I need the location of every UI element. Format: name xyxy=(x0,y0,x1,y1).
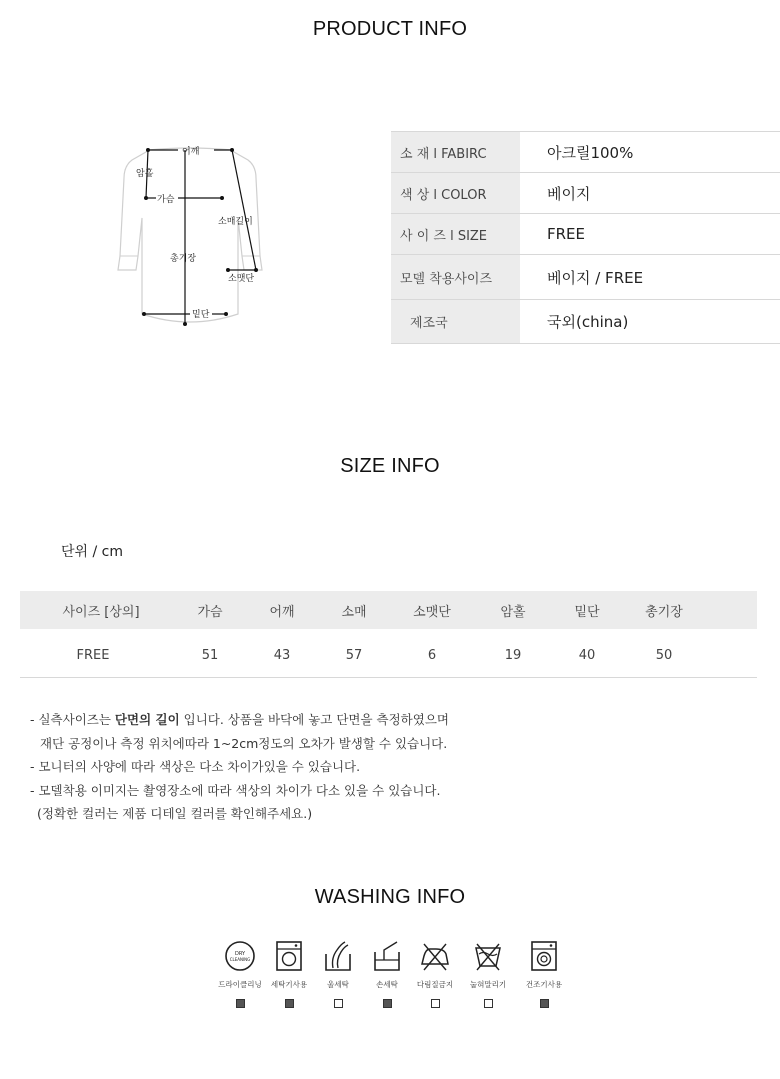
note-1-bold: 단면의 길이 xyxy=(114,712,180,727)
cell-chest: 51 xyxy=(201,647,219,663)
ironing-prohibited-icon xyxy=(418,940,452,972)
note-line-1 xyxy=(30,708,449,732)
cell-shoulder: 43 xyxy=(273,647,291,663)
header-chest: 가슴 xyxy=(197,604,223,620)
hand-wash-checkbox xyxy=(383,999,392,1008)
wash-item-hand xyxy=(362,940,412,1008)
ironing-prohibited-checkbox xyxy=(431,999,440,1008)
dry-cleaning-icon xyxy=(223,940,257,972)
note-1-text-end: 입니다. 상품을 바닥에 놓고 단면을 측정하였으며 xyxy=(179,712,449,727)
cleaning-text: CLEANING xyxy=(229,957,251,962)
size-info-title: SIZE INFO xyxy=(340,455,440,477)
tumble-dry-label: 건조기사용 xyxy=(525,980,563,989)
wash-item-tumble-dry xyxy=(519,940,569,1008)
note-1-text: - 실측사이즈는 xyxy=(30,712,115,727)
cell-total-length: 50 xyxy=(655,647,673,663)
product-row-color xyxy=(391,173,780,214)
tumble-dry-checkbox xyxy=(540,999,549,1008)
washing-info-title: WASHING INFO xyxy=(314,886,466,908)
color-value: 베이지 xyxy=(520,173,780,214)
wash-item-machine xyxy=(264,940,314,1008)
wash-item-lay-flat xyxy=(463,940,513,1008)
wash-item-wool xyxy=(313,940,363,1008)
lay-flat-checkbox xyxy=(484,999,493,1008)
unit-label: 단위 / cm xyxy=(61,544,124,560)
note-line-4: - 모델착용 이미지는 촬영장소에 따라 색상의 차이가 다소 있을 수 있습니다. xyxy=(30,782,441,798)
header-total-length: 총기장 xyxy=(645,604,683,620)
machine-wash-icon xyxy=(272,940,306,972)
wash-item-dry-cleaning xyxy=(215,940,265,1008)
ironing-prohibited-label: 다림질금지 xyxy=(416,980,454,989)
header-size: 사이즈 [상의] xyxy=(62,604,140,620)
machine-wash-checkbox xyxy=(285,999,294,1008)
lay-flat-label: 눕혀말리기 xyxy=(469,980,507,989)
header-armhole: 암홀 xyxy=(500,604,526,620)
header-sleeve: 소매 xyxy=(341,604,367,620)
color-label: 색 상 l COLOR xyxy=(391,173,520,214)
hem-label: 밑단 xyxy=(192,310,210,320)
size-table-row xyxy=(20,633,757,678)
model-size-value: 베이지 / FREE xyxy=(520,255,780,300)
note-line-5: (정확한 컬러는 제품 디테일 컬러를 확인해주세요.) xyxy=(37,806,313,821)
product-info-table xyxy=(391,131,780,344)
hand-wash-icon xyxy=(370,940,404,972)
header-hem: 밑단 xyxy=(574,604,600,620)
sleeve-length-label: 소매길이 xyxy=(218,217,253,227)
product-row-origin xyxy=(391,300,780,344)
chest-label: 가슴 xyxy=(157,195,175,205)
note-line-2: 재단 공정이나 측정 위치에따라 1~2cm정도의 오차가 발생할 수 있습니다. xyxy=(40,735,448,751)
tumble-dry-icon xyxy=(527,940,561,972)
machine-wash-label: 세탁기사용 xyxy=(270,980,308,989)
wool-wash-label: 울세탁 xyxy=(327,980,349,989)
size-notes xyxy=(30,708,449,826)
shoulder-label: 어깨 xyxy=(182,147,200,157)
origin-label: 제조국 xyxy=(391,300,520,344)
cuff-label: 소맷단 xyxy=(228,274,255,284)
dry-cleaning-label: 드라이클리닝 xyxy=(218,980,262,989)
cell-hem: 40 xyxy=(578,647,596,663)
dry-cleaning-checkbox xyxy=(236,999,245,1008)
size-label: 사 이 즈 l SIZE xyxy=(391,214,520,255)
cell-size: FREE xyxy=(76,647,110,663)
dry-text: DRY xyxy=(234,951,246,957)
size-table-header xyxy=(20,591,757,629)
cell-cuff: 6 xyxy=(427,647,437,663)
model-size-label: 모델 착용사이즈 xyxy=(391,255,520,300)
cell-sleeve: 57 xyxy=(345,647,363,663)
hand-wash-label: 손세탁 xyxy=(376,980,398,989)
garment-measurement-diagram xyxy=(110,138,270,338)
wash-item-ironing xyxy=(410,940,460,1008)
product-row-fabric xyxy=(391,132,780,173)
wool-wash-icon xyxy=(321,940,355,972)
fabric-label: 소 재 l FABIRC xyxy=(391,132,520,173)
no-lay-flat-icon xyxy=(471,940,505,972)
product-row-model-size xyxy=(391,255,780,300)
note-line-3: - 모니터의 사양에 따라 색상은 다소 차이가있을 수 있습니다. xyxy=(30,759,361,774)
header-shoulder: 어깨 xyxy=(269,604,295,620)
origin-value: 국외(china) xyxy=(520,300,780,344)
product-info-title: PRODUCT INFO xyxy=(312,18,468,40)
product-row-size xyxy=(391,214,780,255)
armhole-label: 암홀 xyxy=(136,169,154,179)
fabric-value: 아크릴100% xyxy=(520,132,780,173)
header-cuff: 소맷단 xyxy=(413,604,451,620)
cell-armhole: 19 xyxy=(504,647,522,663)
wool-wash-checkbox xyxy=(334,999,343,1008)
total-length-label: 총기장 xyxy=(170,254,197,264)
size-value: FREE xyxy=(520,214,780,255)
